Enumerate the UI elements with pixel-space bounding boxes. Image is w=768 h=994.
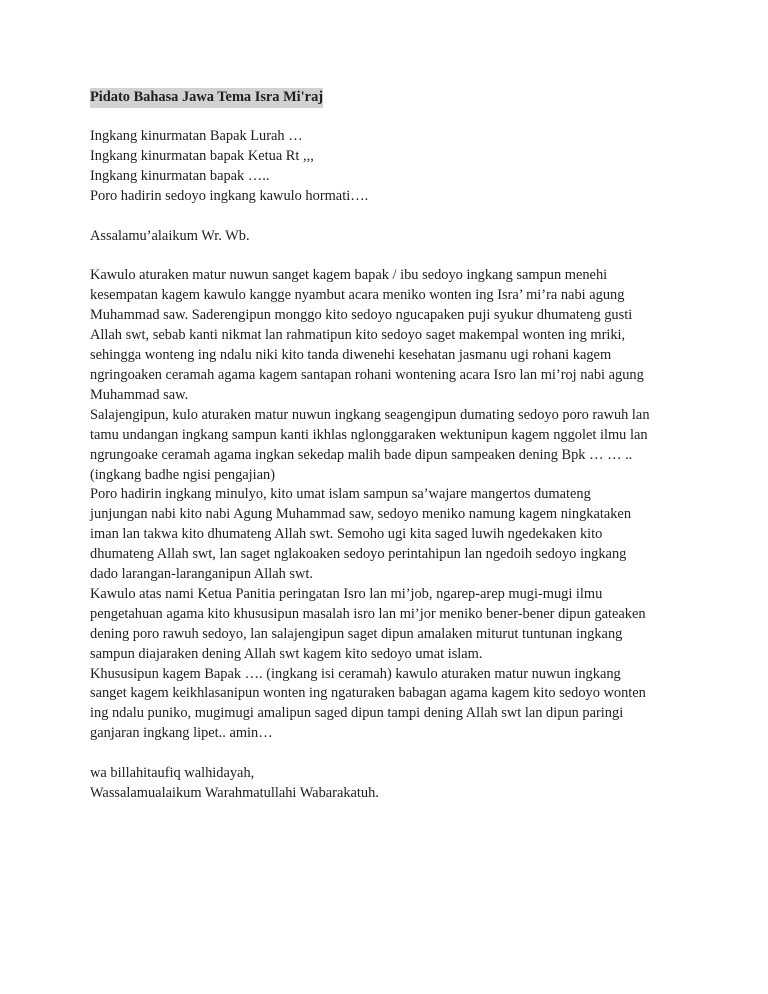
closing-line: wa billahitaufiq walhidayah, <box>90 765 255 782</box>
salam-block <box>90 227 690 247</box>
greeting-line: Ingkang kinurmatan Bapak Lurah … <box>90 127 303 144</box>
body-line: dado larangan-laranganipun Allah swt. <box>90 566 313 583</box>
body-line: pengetahuan agama kito khususipun masalah isro lan mi’jor meniko bener-bener dipun gateaken <box>90 605 646 622</box>
body-line: Poro hadirin ingkang minulyo, kito umat islam sampun sa’wajare mangertos dumateng <box>90 486 591 503</box>
spacer <box>90 207 690 227</box>
greeting-line: Poro hadirin sedoyo ingkang kawulo hormati…. <box>90 187 369 204</box>
body-line: sanget kagem keikhlasanipun wonten ing ngaturaken babagan agama kagem kito sedoyo wonten <box>90 685 646 702</box>
document-title: Pidato Bahasa Jawa Tema Isra Mi'raj <box>90 88 323 108</box>
closing-line: Wassalamualaikum Warahmatullahi Wabarakatuh. <box>90 785 379 802</box>
body-line: tamu undangan ingkang sampun kanti ikhlas nglonggaraken wektunipun kagem nggolet ilmu lan <box>90 426 648 443</box>
body-line: Kawulo atas nami Ketua Panitia peringatan Isro lan mi’job, ngarep-arep mugi-mugi ilmu <box>90 585 603 602</box>
spacer <box>90 246 690 266</box>
body-line: Kawulo aturaken matur nuwun sanget kagem bapak / ibu sedoyo ingkang sampun menehi <box>90 267 608 284</box>
body-line: Muhammad saw. Saderengipun monggo kito sedoyo ngucapaken puji syukur dhumateng gusti <box>90 307 633 324</box>
body-line: sampun diajaraken dening Allah swt kagem kito sedoyo umat islam. <box>90 645 483 662</box>
body-line: iman lan takwa kito dhumateng Allah swt. Semoho ugi kita saged luwih ngedekaken kito <box>90 526 603 543</box>
spacer <box>90 108 690 127</box>
body-line: ngrungoake ceramah agama ingkan sekedap malih bade dipun sampeaken dening Bpk … … .. <box>90 446 633 463</box>
spacer <box>90 744 690 764</box>
greeting-line: Ingkang kinurmatan bapak Ketua Rt ,,, <box>90 147 314 164</box>
body-line: ganjaran ingkang lipet.. amin… <box>90 725 273 742</box>
greeting-line: Ingkang kinurmatan bapak ….. <box>90 167 270 184</box>
body-line: Salajengipun, kulo aturaken matur nuwun ingkang seagengipun dumating sedoyo poro rawuh lan <box>90 406 650 423</box>
speech-document <box>90 88 690 804</box>
opening-salam: Assalamu’alaikum Wr. Wb. <box>90 227 250 244</box>
body-line: sehingga wonteng ing ndalu niki kito tanda diwenehi kesehatan jasmanu ugi rohani kagem <box>90 347 612 364</box>
body-line: junjungan nabi kito nabi Agung Muhammad saw, sedoyo meniko namung kagem ningkataken <box>90 506 632 523</box>
body-block <box>90 266 690 744</box>
body-line: ngringoaken ceramah agama kagem santapan rohani wontening acara Isro lan mi’roj nabi agung <box>90 366 644 383</box>
body-line: Allah swt, sebab kanti nikmat lan rahmatipun kito sedoyo saget makempal wonten ing mriki, <box>90 327 626 344</box>
body-line: (ingkang badhe ngisi pengajian) <box>90 466 276 483</box>
body-line: ing ndalu puniko, mugimugi amalipun saged dipun tampi dening Allah swt lan dipun paringi <box>90 705 624 722</box>
greetings-block <box>90 127 690 207</box>
body-line: dening poro rawuh sedoyo, lan salajengipun saget dipun amalaken miturut tuntunan ingkang <box>90 625 623 642</box>
title-block <box>90 88 690 108</box>
body-line: Muhammad saw. <box>90 386 189 403</box>
closing-block <box>90 764 690 804</box>
body-line: Khususipun kagem Bapak …. (ingkang isi ceramah) kawulo aturaken matur nuwun ingkang <box>90 665 621 682</box>
body-line: dhumateng Allah swt, lan saget nglakoaken sedoyo perintahipun lan ngedoih sedoyo ingkang <box>90 546 627 563</box>
body-line: kesempatan kagem kawulo kangge nyambut acara meniko wonten ing Isra’ mi’ra nabi agung <box>90 287 625 304</box>
